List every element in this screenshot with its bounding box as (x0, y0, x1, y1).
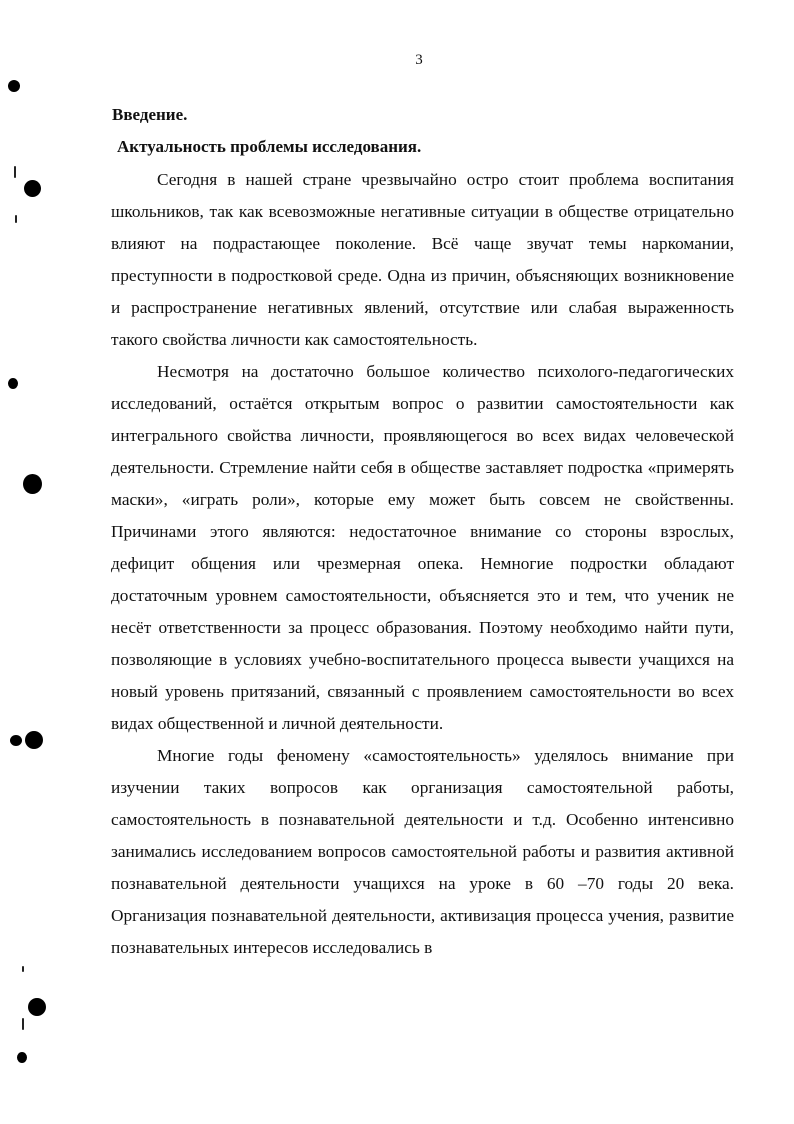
binding-mark (15, 215, 17, 223)
binding-mark (25, 731, 43, 749)
paragraph-2: Несмотря на достаточно большое количество психолого-педагогических исследований, остаётся открытым вопрос о развитии самостоятельности как интегрального свойства личности, проявляющегося во всех видах человеческой деятельности. Стремление найти себя в обществе заставляет подростка «примерять маски», «играть роли», которые ему может быть совсем не свойственны. Причинами этого являются: недостаточное внимание со стороны взрослых, дефицит общения или чрезмерная опека. Немногие подростки обладают достаточным уровнем самостоятельности, объясняется это и тем, что ученик не несёт ответственности за процесс образования. Поэтому необходимо найти пути, позволяющие в условиях учебно-воспитательного процесса вывести учащихся на новый уровень притязаний, связанный с проявлением самостоятельности во всех видах общественной и личной деятельности. (111, 362, 734, 733)
binding-mark (14, 166, 16, 178)
binding-mark (28, 998, 46, 1016)
binding-mark (10, 735, 22, 746)
heading-relevance: Актуальность проблемы исследования. (117, 137, 422, 156)
binding-mark (17, 1052, 27, 1063)
binding-mark (8, 80, 20, 92)
paragraph-1: Сегодня в нашей стране чрезвычайно остро стоит проблема воспитания школьников, так как всевозможные негативные ситуации в обществе отрицательно влияют на подрастающее поколение. Всё чаще звучат темы наркомании, преступности в подростковой среде. Одна из причин, объясняющих возникновение и распространение негативных явлений, отсутствие или слабая выраженность такого свойства личности как самостоятельность. (111, 170, 734, 349)
paragraph-3: Многие годы феномену «самостоятельность» уделялось внимание при изучении таких вопросов как организация самостоятельной работы, самостоятельность в познавательной деятельности и т.д. Особенно интенсивно занимались исследованием вопросов самостоятельной работы и развития активной познавательной деятельности учащихся на уроке в 60 –70 годы 20 века. Организация познавательной деятельности, активизация процесса учения, развитие познавательных интересов исследовались в (111, 746, 734, 957)
heading-introduction: Введение. (112, 105, 188, 124)
body-text (111, 164, 734, 964)
binding-mark (24, 180, 41, 197)
binding-mark (8, 378, 18, 389)
binding-mark (22, 1018, 24, 1030)
page-number: 3 (415, 52, 423, 68)
binding-mark (22, 966, 24, 972)
binding-mark (23, 474, 42, 494)
